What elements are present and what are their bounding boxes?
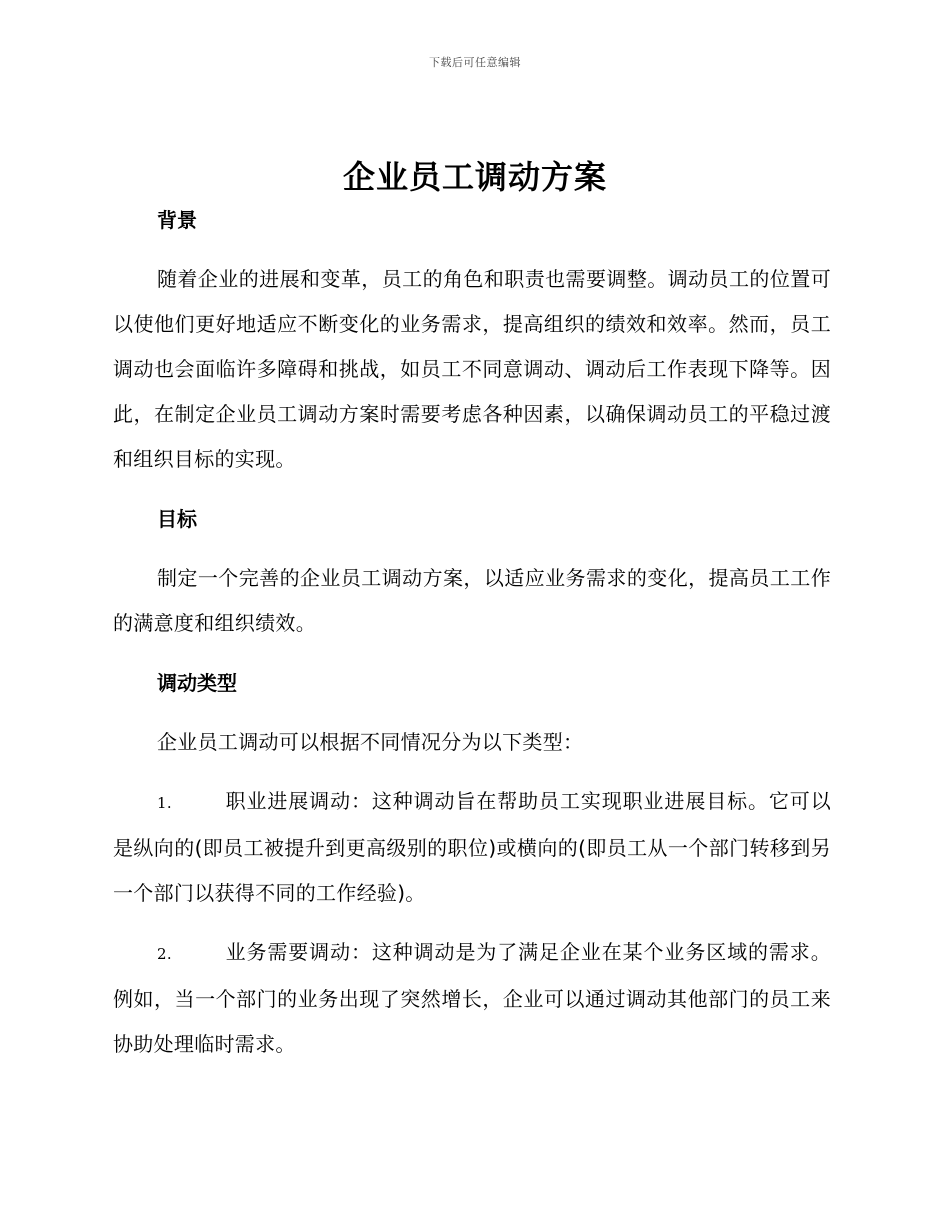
list-item: [113, 930, 831, 1067]
document-title: 企业员工调动方案: [342, 158, 607, 196]
list-item: [113, 779, 831, 916]
list-item-text: 职业进展调动：这种调动旨在帮助员工实现职业进展目标。它可以是纵向的(即员工被提升到更高级别的职位)或横向的(即员工从一个部门转移到另一个部门以获得不同的工作经验)。: [113, 789, 831, 905]
list-item-text: 业务需要调动：这种调动是为了满足企业在某个业务区域的需求。例如，当一个部门的业务出现了突然增长，企业可以通过调动其他部门的员工来协助处理临时需求。: [113, 940, 831, 1056]
header-note: 下载后可任意编辑: [429, 56, 521, 69]
section-heading-types: 调动类型: [157, 671, 237, 695]
document-body: [113, 205, 831, 1067]
list-item-number: 2.: [157, 945, 172, 963]
background-paragraph: 随着企业的进展和变革，员工的角色和职责也需要调整。调动员工的位置可以使他们更好地适应不断变化的业务需求，提高组织的绩效和效率。然而，员工调动也会面临许多障碍和挑战，如员工不同意调动、调动后工作表现下降等。因此，在制定企业员工调动方案时需要考虑各种因素，以确保调动员工的平稳过渡和组织目标的实现。: [113, 267, 831, 471]
list-item-number: 1.: [157, 794, 172, 812]
section-heading-goal: 目标: [157, 507, 197, 531]
types-intro: 企业员工调动可以根据不同情况分为以下类型：: [157, 730, 584, 754]
goal-paragraph: 制定一个完善的企业员工调动方案，以适应业务需求的变化，提高员工工作的满意度和组织绩效。: [113, 566, 831, 635]
section-heading-background: 背景: [157, 208, 197, 232]
